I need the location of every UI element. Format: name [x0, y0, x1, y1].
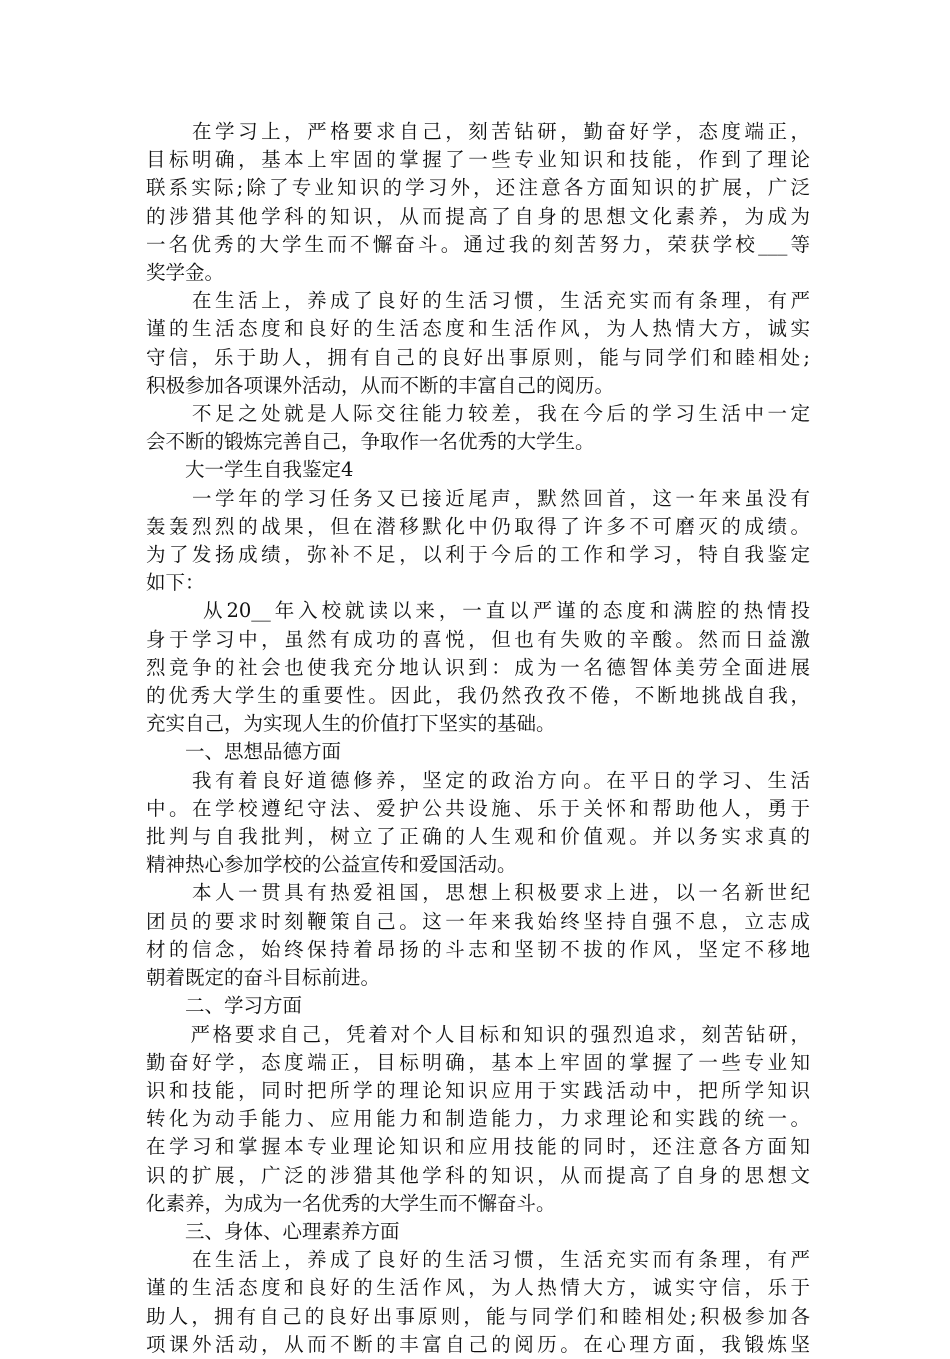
text-line: 团员的要求时刻鞭策自己。这一年来我始终坚持自强不息，立志成	[146, 909, 810, 933]
text-line: 在学习上，严格要求自己，刻苦钻研，勤奋好学，态度端正，	[146, 120, 810, 143]
text-line: 大一学生自我鉴定4	[146, 458, 354, 482]
text-line: 勤奋好学，态度端正，目标明确，基本上牢固的掌握了一些专业知	[146, 1050, 810, 1074]
text-line: 严格要求自己，凭着对个人目标和知识的强烈追求，刻苦钻研，	[146, 1022, 810, 1046]
text-line: 联系实际;除了专业知识的学习外，还注意各方面知识的扩展，广泛	[146, 176, 810, 200]
text-line: 不足之处就是人际交往能力较差，我在今后的学习生活中一定	[146, 402, 810, 426]
text-line: 在生活上，养成了良好的生活习惯，生活充实而有条理，有严	[146, 289, 810, 313]
text-line: 识的扩展，广泛的涉猎其他学科的知识，从而提高了自身的思想文	[146, 1163, 810, 1187]
text-line: 从20__年入校就读以来，一直以严谨的态度和满腔的热情投	[146, 599, 810, 623]
text-line: 化素养，为成为一名优秀的大学生而不懈奋斗。	[146, 1191, 556, 1215]
text-line: 在学习和掌握本专业理论知识和应用技能的同时，还注意各方面知	[146, 1135, 810, 1159]
text-line: 谨的生活态度和良好的生活态度和生活作风，为人热情大方，诚实	[146, 317, 810, 341]
text-line: 谨的生活态度和良好的生活作风，为人热情大方，诚实守信，乐于	[146, 1276, 810, 1300]
text-line: 轰轰烈烈的战果，但在潜移默化中仍取得了许多不可磨灭的成绩。	[146, 514, 810, 538]
text-line: 身于学习中，虽然有成功的喜悦，但也有失败的辛酸。然而日益激	[146, 627, 810, 651]
text-line: 我有着良好道德修养，坚定的政治方向。在平日的学习、生活	[146, 768, 810, 792]
text-line: 本人一贯具有热爱祖国，思想上积极要求上进，以一名新世纪	[146, 881, 810, 905]
text-line: 的涉猎其他学科的知识，从而提高了自身的思想文化素养，为成为	[146, 204, 810, 228]
text-line: 二、学习方面	[146, 994, 303, 1018]
text-line: 助人，拥有自己的良好出事原则，能与同学们和睦相处;积极参加各	[146, 1304, 810, 1328]
text-line: 会不断的锻炼完善自己，争取作一名优秀的大学生。	[146, 430, 595, 454]
text-line: 识和技能，同时把所学的理论知识应用于实践活动中，把所学知识	[146, 1078, 810, 1102]
text-line: 材的信念，始终保持着昂扬的斗志和坚韧不拔的作风，坚定不移地	[146, 937, 810, 961]
text-line: 的优秀大学生的重要性。因此，我仍然孜孜不倦，不断地挑战自我，	[146, 684, 810, 708]
text-line: 如下：	[146, 571, 205, 595]
text-line: 烈竞争的社会也使我充分地认识到：成为一名德智体美劳全面进展	[146, 655, 810, 679]
text-line: 项课外活动，从而不断的丰富自己的阅历。在心理方面，我锻炼坚	[146, 1332, 810, 1356]
text-line: 三、身体、心理素养方面	[146, 1219, 400, 1243]
text-line: 积极参加各项课外活动，从而不断的丰富自己的阅历。	[146, 373, 615, 397]
text-line: 中。在学校遵纪守法、爱护公共设施、乐于关怀和帮助他人，勇于	[146, 796, 810, 820]
text-line: 一名优秀的大学生而不懈奋斗。通过我的刻苦努力，荣获学校___等	[146, 232, 810, 256]
text-line: 为了发扬成绩，弥补不足，以利于今后的工作和学习，特自我鉴定	[146, 543, 810, 567]
text-line: 奖学金。	[146, 261, 225, 285]
text-line: 精神热心参加学校的公益宣传和爱国活动。	[146, 853, 517, 877]
text-line: 在生活上，养成了良好的生活习惯，生活充实而有条理，有严	[146, 1248, 810, 1272]
text-line: 批判与自我批判，树立了正确的人生观和价值观。并以务实求真的	[146, 825, 810, 849]
document-body	[146, 118, 810, 1359]
text-line: 一、思想品德方面	[146, 740, 342, 764]
text-line: 朝着既定的奋斗目标前进。	[146, 966, 381, 990]
text-line: 目标明确，基本上牢固的掌握了一些专业知识和技能，作到了理论	[146, 148, 810, 172]
text-line: 转化为动手能力、应用能力和制造能力，力求理论和实践的统一。	[146, 1107, 810, 1131]
text-line: 一学年的学习任务又已接近尾声，默然回首，这一年来虽没有	[146, 486, 810, 510]
text-line: 充实自己，为实现人生的价值打下坚实的基础。	[146, 712, 556, 736]
text-line: 守信，乐于助人，拥有自己的良好出事原则，能与同学们和睦相处;	[146, 345, 810, 369]
